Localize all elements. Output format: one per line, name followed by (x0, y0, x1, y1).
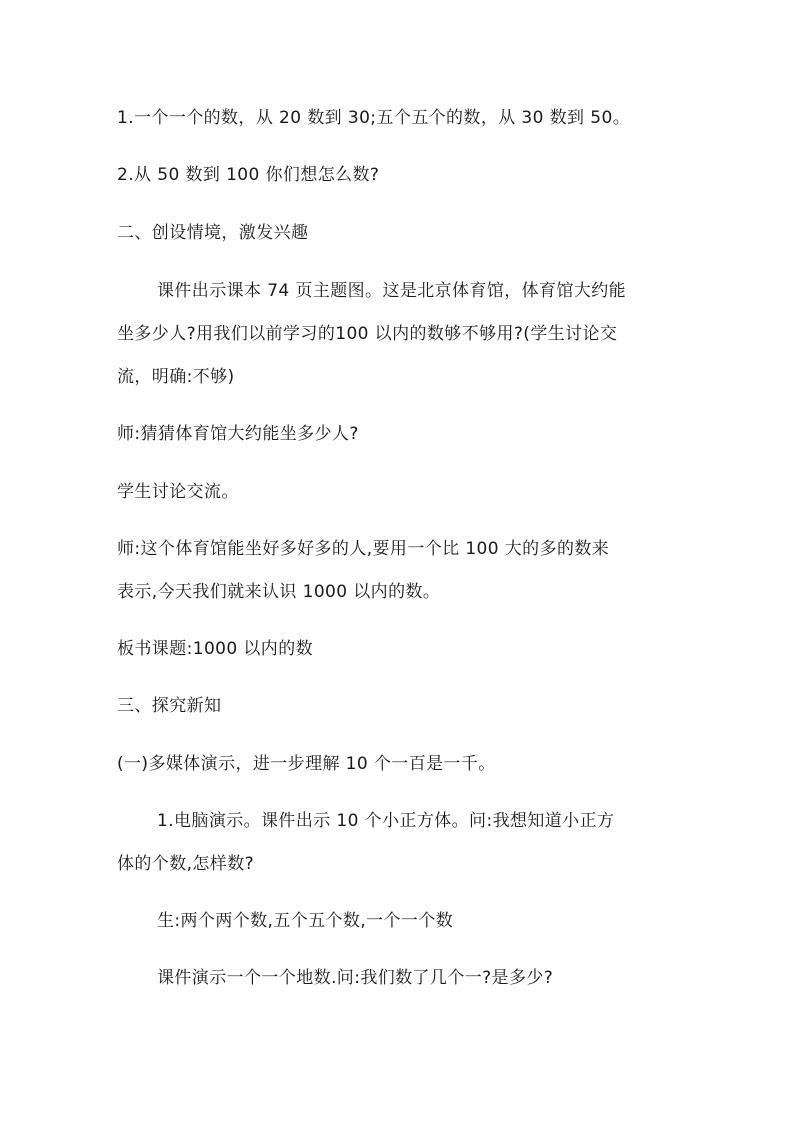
paragraph-line: 课件出示课本 74 页主题图。这是北京体育馆，体育馆大约能 (157, 281, 627, 301)
subsection-heading-1: (一)多媒体演示，进一步理解 10 个一百是一千。 (117, 754, 496, 774)
text-line-counting-50-to-100: 2.从 50 数到 100 你们想怎么数? (117, 165, 380, 185)
section-heading-2: 二、创设情境，激发兴趣 (117, 223, 309, 243)
teacher-line: 表示,今天我们就来认识 1000 以内的数。 (117, 582, 441, 602)
section-heading-3: 三、探究新知 (117, 696, 222, 716)
paragraph-line: 课件演示一个一个地数.问:我们数了几个一?是多少? (157, 968, 554, 988)
paragraph-line: 体的个数,怎样数? (117, 854, 255, 874)
text-line-counting-by-ones-and-fives: 1.一个一个的数，从 20 数到 30;五个五个的数，从 30 数到 50。 (117, 108, 631, 128)
teacher-line: 师:猜猜体育馆大约能坐多少人? (117, 424, 359, 444)
paragraph-line: 流，明确:不够) (117, 367, 235, 387)
paragraph-line: 1.电脑演示。课件出示 10 个小正方体。问:我想知道小正方 (157, 811, 615, 831)
student-line: 学生讨论交流。 (117, 482, 239, 502)
student-line: 生:两个两个数,五个五个数,一个一个数 (157, 911, 454, 931)
board-title-line: 板书课题:1000 以内的数 (117, 639, 313, 659)
teacher-line: 师:这个体育馆能坐好多好多的人,要用一个比 100 大的多的数来 (117, 539, 610, 559)
paragraph-line: 坐多少人?用我们以前学习的100 以内的数够不够用?(学生讨论交 (117, 324, 618, 344)
